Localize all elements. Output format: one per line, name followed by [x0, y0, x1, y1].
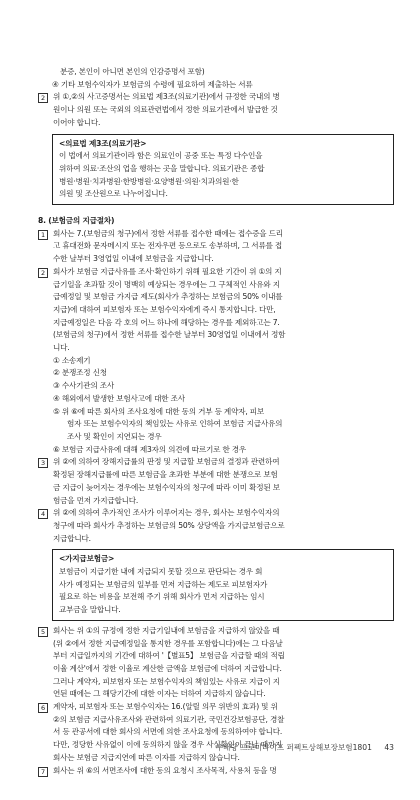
text-line: 고 휴대전화 문자메시지 또는 전자우편 등으로도 송부하며, 그 서류를 접 — [53, 241, 283, 251]
clause-3: 3 위 ②에 의하여 장해지급률의 판정 및 지급할 보험금의 결정과 관련하여 확정된 장해지급률에 따른 보험금을 초과한 부분에 대한 분쟁으로 보험 금 지급이 늦어지는 경우에는 보험수익자의 청구에 따라 이미 확정된 보 험금을 먼저 가지급합니다. — [38, 456, 394, 507]
clause-6: 6 계약자, 피보험자 또는 보험수익자는 16.(알릴 의무 위반의 효과) 및 위 ②의 보험금 지급사유조사와 관련하여 의료기관, 국민건강보험공단, 경찰 서 등 관공서에 대한 회사의 서면에 의한 조사요청에 동의하여야 합니다. 다만, 정당한 사유없이 이에 동의하지 않을 경우 사실확인이 끝날 때까지 회사는 보험금 지급지연에 따른 이자를 지급하지 않습니다. — [38, 701, 394, 765]
text-line: 이율 계산'에서 정한 이율로 계산한 금액을 보험금에 더하여 지급합니다. — [53, 663, 282, 673]
text-line: 회사가 보험금 지급사유를 조사·확인하기 위해 필요한 기간이 위 ①의 지 — [53, 266, 282, 276]
text-line: 지급예정일은 다음 각 호의 어느 하나에 해당하는 경우를 제외하고는 7. — [53, 317, 280, 327]
clause-5: 5 회사는 위 ①의 규정에 정한 지급기일내에 보험금을 지급하지 않았을 때 (위 ②에서 정한 지급예정일을 통지한 경우를 포함합니다)에는 그 다음날 부터 지급일까지의 기간에 대하여 '【별표5】 보험금을 지급할 때의 적립 이율 계산'에서 정한 이율로 계산한 금액을 보험금에 더하여 지급합니다. 그러나 계약자, 피보험자 또는 보험수익자의 책임있는 사유로 지급이 지 연된 때에는 그 해당기간에 대한 이자는 더하여 지급하지 않습니다. — [38, 625, 394, 701]
list-item: ① 소송제기 — [53, 355, 91, 365]
text-line: 연된 때에는 그 해당기간에 대한 이자는 더하여 지급하지 않습니다. — [53, 689, 266, 699]
text-line: 교부금을 말합니다. — [59, 605, 121, 615]
text-line: 험금을 먼저 가지급합니다. — [53, 495, 139, 505]
text-line: ④ 기타 보험수익자가 보험금의 수령에 필요하여 제출하는 서류 — [52, 79, 253, 89]
text-line: 회사는 위 ①의 규정에 정한 지급기일내에 보험금을 지급하지 않았을 때 — [53, 625, 280, 635]
page-footer — [0, 742, 394, 753]
text-line: 그러나 계약자, 피보험자 또는 보험수익자의 책임있는 사유로 지급이 지 — [53, 676, 280, 686]
text-line: 확정된 장해지급률에 따른 보험금을 초과한 부분에 대한 분쟁으로 보험 — [53, 470, 278, 480]
text-line: 위하여 의료·조산의 업을 행하는 곳을 말합니다. 의료기관은 종합 — [59, 163, 265, 173]
text-line: 위 ②에 의하여 장해지급률의 판정 및 지급할 보험금의 결정과 관련하여 — [53, 457, 280, 467]
text-line: (보험금의 청구)에서 정한 서류를 접수한 날부터 30영업일 이내에서 정함 — [53, 330, 286, 340]
text-line: 의원 및 조산원으로 나누어집니다. — [59, 189, 168, 199]
text-line: 서 등 관공서에 대한 회사의 서면에 의한 조사요청에 동의하여야 합니다. — [53, 727, 283, 737]
text-line: 보험금이 지급기한 내에 지급되지 못할 것으로 판단되는 경우 회 — [59, 567, 263, 577]
text-line: 수한 날부터 3영업일 이내에 보험금을 지급합니다. — [53, 254, 214, 264]
page-number: 43 — [384, 743, 394, 752]
list-item: ⑤ 위 ⑥에 따른 회사의 조사요청에 대한 동의 거부 등 계약자, 피보 — [53, 406, 265, 416]
text-line: 위 ①,②의 사고증명서는 의료법 제3조(의료기관)에서 규정한 국내의 병 — [53, 92, 280, 102]
text-line: 분증, 본인이 아니면 본인의 인감증명서 포함) — [60, 67, 205, 76]
text-line: 급예정일 및 보험금 가지급 제도(회사가 추정하는 보험금의 50% 이내를 — [53, 292, 283, 302]
list-item: ⑥ 보험금 지급사유에 대해 제3자의 의견에 따르기로 한 경우 — [53, 444, 247, 454]
document-page — [38, 66, 394, 777]
clause-1: 1 회사는 7.(보험금의 청구)에서 정한 서류를 접수한 때에는 접수증을 드리 고 휴대전화 문자메시지 또는 전자우편 등으로도 송부하며, 그 서류를 접 수한 날부터 3영업일 이내에 보험금을 지급합니다. — [38, 228, 394, 266]
list-item: ② 분쟁조정 신청 — [53, 368, 107, 378]
text-line: 병원·병원·치과병원·한방병원·요양병원·의원·치과의원·한 — [59, 176, 239, 186]
text-line: 필요로 하는 비용을 보전해 주기 위해 회사가 먼저 지급하는 임시 — [59, 592, 265, 602]
text-line: 회사는 위 ⑥의 서면조사에 대한 동의 요청시 조사목적, 사용처 등을 명 — [53, 765, 277, 775]
text-line: ②의 보험금 지급사유조사와 관련하여 의료기관, 국민건강보험공단, 경찰 — [53, 714, 285, 724]
text-line: 계약자, 피보험자 또는 보험수익자는 16.(알릴 의무 위반의 효과) 및 위 — [53, 702, 278, 712]
clause-4: 4 위 ②에 의하여 추가적인 조사가 이루어지는 경우, 회사는 보험수익자의 청구에 따라 회사가 추정하는 보험금의 50% 상당액을 가지급보험금으로 지급합니다. — [38, 507, 394, 545]
text-line: 니다. — [53, 343, 70, 353]
text-line: 사가 예정되는 보험금의 일부를 먼저 지급하는 제도로 피보험자가 — [59, 579, 268, 589]
clause-7: 7 회사는 위 ⑥의 서면조사에 대한 동의 요청시 조사목적, 사용처 등을 명 — [38, 765, 394, 778]
text-line: 청구에 따라 회사가 추정하는 보험금의 50% 상당액을 가지급보험금으로 — [53, 520, 285, 530]
note-title: <의료법 제3조(의료기관> — [59, 138, 147, 148]
text-line: 다만, 정당한 사유없이 이에 동의하지 않을 경우 사실확인이 끝날 때까지 — [53, 740, 283, 750]
list-item: ④ 해외에서 발생한 보험사고에 대한 조사 — [53, 393, 185, 403]
list-item: ③ 수사기관의 조사 — [53, 381, 114, 391]
text-line: 위 ②에 의하여 추가적인 조사가 이루어지는 경우, 회사는 보험수익자의 — [53, 508, 280, 518]
text-line: 이 법에서 의료기관이라 함은 의료인이 공중 또는 특정 다수인을 — [59, 151, 263, 161]
clause-2b: 2 회사가 보험금 지급사유를 조사·확인하기 위해 필요한 기간이 위 ①의 지 급기일을 초과할 것이 명백히 예상되는 경우에는 그 구체적인 사유와 지 급예정일 및 보험금 가지급 제도(회사가 추정하는 보험금의 50% 이내를 지급)에 대하여 피보험자 또는 보험수익자에게 즉시 통지합니다. 다만, 지급예정일은 다음 각 호의 어느 하나에 해당하는 경우를 제외하고는 7. (보험금의 청구)에서 정한 서류를 접수한 날부터 30영업일 이내에서 정함 니다. ① 소송제기 ② 분쟁조정 신청 ③ 수사기관의 조사 ④ 해외에서 발생한 보험사고에 대한 조사 ⑤ 위 ⑥에 따른 회사의 조사요청에 대한 동의 거부 등 계약자, 피보 험자 또는 보험수익자의 책임있는 사유로 인하여 보험금 지급사유의 조사 및 확인이 지연되는 경우 ⑥ 보험금 지급사유에 대해 제3자의 의견에 따르기로 한 경우 — [38, 266, 394, 457]
text-line: (위 ②에서 정한 지급예정일을 통지한 경우를 포함합니다)에는 그 다음날 — [53, 638, 283, 648]
note-title: <가지급보험금> — [59, 554, 115, 564]
text-line: 이어야 합니다. — [53, 117, 101, 127]
text-line: 지급)에 대하여 피보험자 또는 보험수익자에게 즉시 통지합니다. 다만, — [53, 304, 276, 314]
clause-2 — [38, 91, 394, 129]
text-line: 부터 지급일까지의 기간에 대하여 '【별표5】 보험금을 지급할 때의 적립 — [53, 651, 285, 661]
note-box-interim-payment — [52, 549, 394, 621]
text-line: 원이나 의원 또는 국외의 의료관련법에서 정한 의료기관에서 발급한 것 — [53, 105, 278, 115]
text-line: 금 지급이 늦어지는 경우에는 보험수익자의 청구에 따라 이미 확정된 보 — [53, 482, 280, 492]
text-line: 회사는 보험금 지급지연에 따른 이자를 지급하지 않습니다. — [53, 752, 240, 762]
text-line: 회사는 7.(보험금의 청구)에서 정한 서류를 접수한 때에는 접수증을 드리 — [53, 228, 283, 238]
note-box-medical-law — [52, 134, 394, 206]
product-name: 무배당 프로미라이프 퍼펙트상해보장보험1801 — [215, 743, 372, 752]
text-line: 조사 및 확인이 지연되는 경우 — [67, 431, 162, 441]
text-line: 험자 또는 보험수익자의 책임있는 사유로 인하여 보험금 지급사유의 — [67, 419, 283, 429]
text-line: 급기일을 초과할 것이 명백히 예상되는 경우에는 그 구체적인 사유와 지 — [53, 279, 280, 289]
text-line: 지급합니다. — [53, 533, 91, 543]
clause-number: 2 — [38, 93, 48, 103]
section-title: 8. (보험금의 지급절차) — [38, 216, 115, 226]
